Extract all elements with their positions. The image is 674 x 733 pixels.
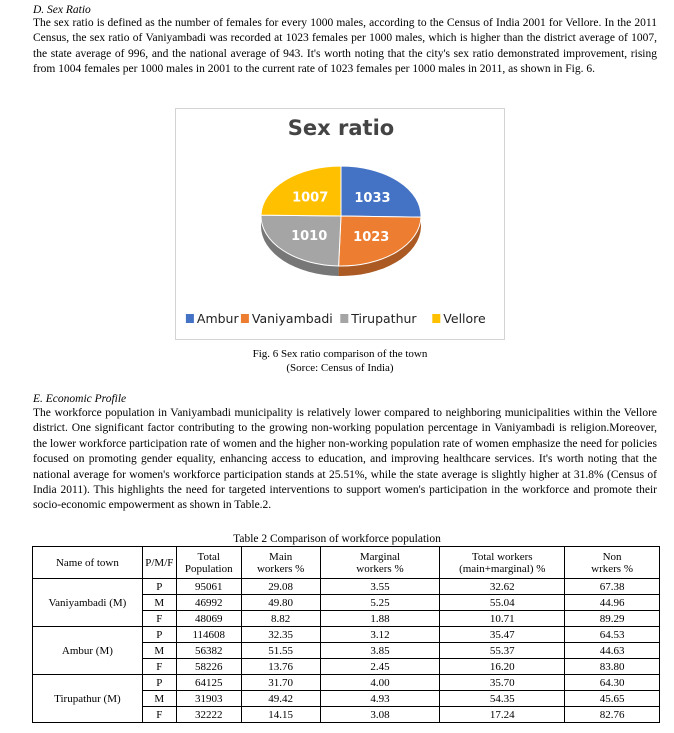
table-cell: 3.12 — [320, 627, 440, 643]
legend-label-ambur: Ambur — [196, 311, 239, 326]
table-cell: F — [142, 707, 176, 723]
table-cell: 3.55 — [320, 579, 440, 595]
table-cell: M — [142, 691, 176, 707]
town-name-cell: Ambur (M) — [33, 627, 143, 675]
table-cell: 44.96 — [565, 595, 660, 611]
pie-value-label: 1007 — [292, 190, 329, 206]
header-main-workers-line2: workers % — [256, 562, 305, 575]
table-cell: F — [142, 659, 176, 675]
legend-label-vaniyambadi: Vaniyambadi — [251, 311, 333, 326]
table-cell: 5.25 — [320, 595, 440, 611]
table-header-row — [33, 547, 660, 579]
chart-legend — [186, 311, 486, 326]
table-cell: 64125 — [176, 675, 241, 691]
table-cell: 3.85 — [320, 643, 440, 659]
pie-value-label: 1033 — [354, 190, 391, 206]
table-cell: 48069 — [176, 611, 241, 627]
pie-value-label: 1010 — [291, 228, 328, 244]
table-cell: 29.08 — [241, 579, 320, 595]
table-cell: 114608 — [176, 627, 241, 643]
table-cell: 49.80 — [241, 595, 320, 611]
table-cell: M — [142, 643, 176, 659]
table-cell: 17.24 — [440, 707, 565, 723]
table-cell: 51.55 — [241, 643, 320, 659]
workforce-table — [32, 546, 660, 723]
table-cell: 32.35 — [241, 627, 320, 643]
table-cell: 45.65 — [565, 691, 660, 707]
header-total-workers-line2: (main+marginal) % — [459, 562, 546, 575]
table-cell: 95061 — [176, 579, 241, 595]
table-cell: 55.37 — [440, 643, 565, 659]
legend-swatch-vellore — [432, 314, 440, 323]
header-marginal-workers-line2: workers % — [356, 562, 404, 575]
table-cell: 8.82 — [241, 611, 320, 627]
legend-swatch-ambur — [186, 314, 194, 323]
table-cell: 32.62 — [440, 579, 565, 595]
table-cell: 82.76 — [565, 707, 660, 723]
table-cell: P — [142, 675, 176, 691]
table-cell: 83.80 — [565, 659, 660, 675]
table-cell: 3.08 — [320, 707, 440, 723]
town-name-cell: Vaniyambadi (M) — [33, 579, 143, 627]
table-cell: 4.93 — [320, 691, 440, 707]
sex-ratio-pie-svg — [176, 109, 506, 341]
table-cell: 13.76 — [241, 659, 320, 675]
header-marginal-workers-line1: Marginal — [359, 550, 401, 563]
pie-value-label: 1023 — [353, 229, 390, 245]
table-cell: 35.70 — [440, 675, 565, 691]
table-cell: 16.20 — [440, 659, 565, 675]
table-cell: 10.71 — [440, 611, 565, 627]
table-cell: P — [142, 627, 176, 643]
header-non-workers-line2: wrkers % — [591, 562, 633, 575]
section-e-heading: E. Economic Profile — [33, 393, 127, 405]
table-cell: 46992 — [176, 595, 241, 611]
table-cell: 31903 — [176, 691, 241, 707]
table-cell: 31.70 — [241, 675, 320, 691]
town-name-cell: Tirupathur (M) — [33, 675, 143, 723]
legend-label-vellore: Vellore — [443, 311, 486, 326]
header-total-population-line2: Population — [184, 562, 233, 575]
table-cell: 64.30 — [565, 675, 660, 691]
header-marginal-workers — [320, 547, 440, 579]
table-cell: 64.53 — [565, 627, 660, 643]
table-cell: 89.29 — [565, 611, 660, 627]
header-pmf: P/M/F — [142, 547, 176, 579]
section-e-paragraph: The workforce population in Vaniyambadi municipality is relatively lower compared to neighboring municipalities within the Vellore district. One significant factor contributing to the growing non-working population percentage in Vaniyambadi is religion.Moreover, the lower workforce participation rate of women and the higher non-working population rate of women emphasize the need for policies focused on promoting gender equality, enhancing access to education, and improving healthcare services. It's worth noting that the national average for women's workforce participation stands at 25.51%, while the state average is slightly higher at 31.8% (Census of India 2011). This highlights the need for targeted interventions to support women's participation in the workforce and promote their socio-economic empowerment as shown in Table.2. — [33, 407, 657, 512]
header-total-population-line1: Total — [197, 550, 220, 563]
header-main-workers-line1: Main — [269, 550, 293, 563]
table-caption: Table 2 Comparison of workforce population — [233, 533, 441, 545]
header-non-workers — [565, 547, 660, 579]
header-non-workers-line1: Non — [602, 550, 622, 563]
table-cell: 67.38 — [565, 579, 660, 595]
table-row — [33, 675, 660, 691]
chart-title: Sex ratio — [287, 116, 395, 140]
table-cell: 4.00 — [320, 675, 440, 691]
header-main-workers — [241, 547, 320, 579]
table-cell: 54.35 — [440, 691, 565, 707]
table-cell: 49.42 — [241, 691, 320, 707]
table-row — [33, 579, 660, 595]
legend-swatch-tirupathur — [340, 314, 348, 323]
table-cell: 58226 — [176, 659, 241, 675]
header-total-population — [176, 547, 241, 579]
table-cell: F — [142, 611, 176, 627]
header-total-workers-line1: Total workers — [471, 550, 533, 563]
figure-source: (Sorce: Census of India) — [286, 362, 394, 374]
pie-slices — [261, 166, 421, 266]
legend-swatch-vaniyambadi — [241, 314, 249, 323]
figure-caption: Fig. 6 Sex ratio comparison of the town — [252, 348, 428, 360]
section-d-heading: D. Sex Ratio — [33, 4, 91, 16]
table-cell: 14.15 — [241, 707, 320, 723]
table-cell: 35.47 — [440, 627, 565, 643]
section-d-paragraph: The sex ratio is defined as the number of females for every 1000 males, according to the Census of India 2001 for Vellore. In the 2011 Census, the sex ratio of Vaniyambadi was recorded at 1023 females per 1000 males, which is higher than the district average of 1007, the state average of 996, and the national average of 943. It's worth noting that the city's sex ratio demonstrated improvement, rising from 1004 females per 1000 males in 2001 to the current rate of 1023 females per 1000 males in 2011, as shown in Fig. 6. — [33, 17, 657, 76]
table-cell: 32222 — [176, 707, 241, 723]
table-cell: P — [142, 579, 176, 595]
table-cell: 56382 — [176, 643, 241, 659]
table-cell: 1.88 — [320, 611, 440, 627]
legend-label-tirupathur: Tirupathur — [351, 311, 417, 326]
table-cell: 55.04 — [440, 595, 565, 611]
table-cell: 44.63 — [565, 643, 660, 659]
table-cell: M — [142, 595, 176, 611]
table-row — [33, 627, 660, 643]
header-town: Name of town — [33, 547, 143, 579]
table-cell: 2.45 — [320, 659, 440, 675]
header-total-workers — [440, 547, 565, 579]
sex-ratio-chart — [175, 108, 505, 340]
